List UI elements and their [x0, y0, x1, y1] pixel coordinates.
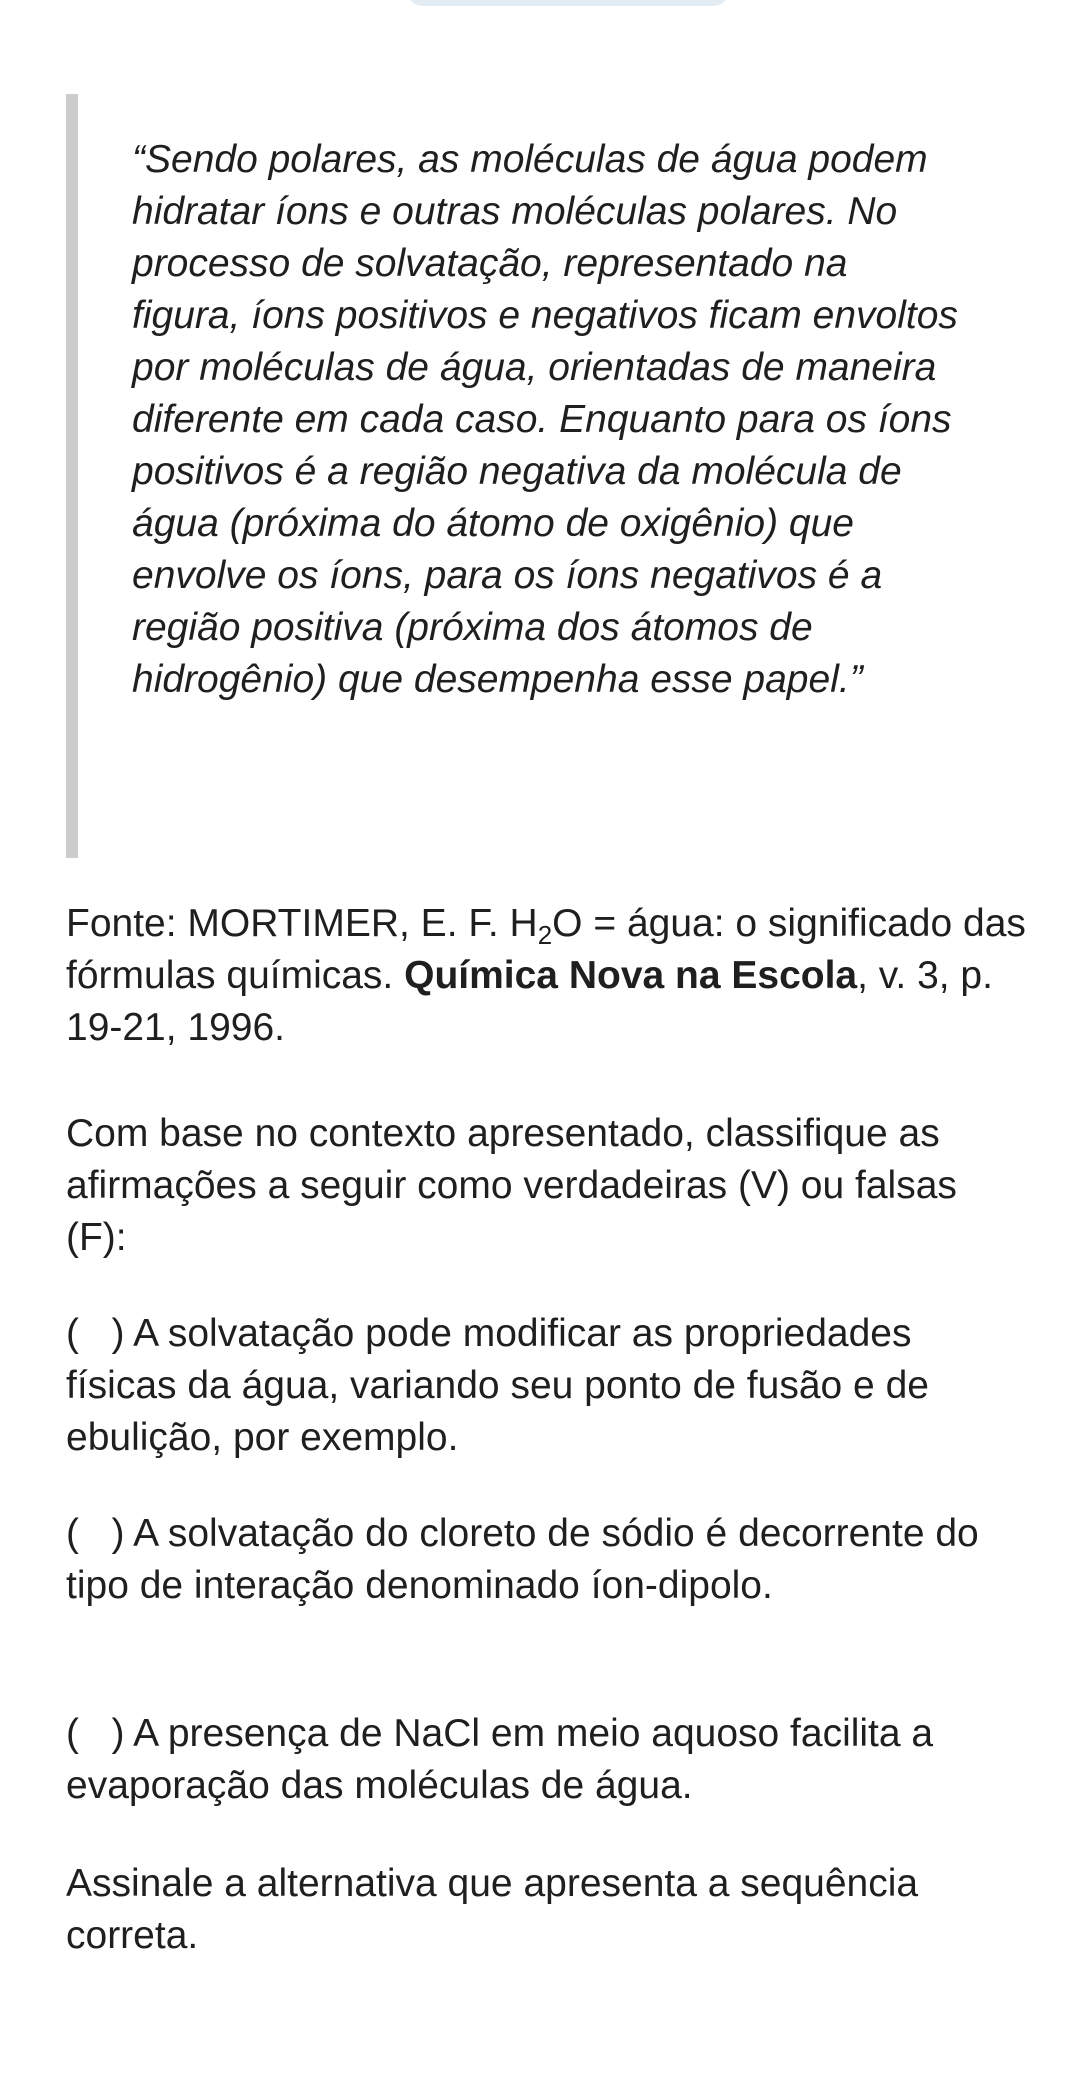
closing-instruction: Assinale a alternativa que apresenta a sequência correta. [66, 1862, 919, 1957]
statement-item [66, 1508, 1026, 1612]
statement-item [66, 1308, 1026, 1464]
top-tab-indicator [408, 0, 728, 6]
statement-marker: ( ) [66, 1312, 125, 1355]
statement-item [66, 1708, 1026, 1812]
formula-subscript: 2 [537, 920, 553, 950]
question-prompt: Com base no contexto apresentado, classifique as afirmações a seguir como verdadeiras (V) ou falsas (F): [66, 1112, 957, 1259]
statement-text: A solvatação pode modificar as propriedades físicas da água, variando seu ponto de fusão e de ebulição, por exemplo. [66, 1312, 929, 1459]
source-after-formula: O = água: o significado das fórmulas químicas. [66, 902, 1026, 997]
source-prefix: Fonte: MORTIMER, E. F. H [66, 902, 538, 945]
statement-marker: ( ) [66, 1712, 125, 1755]
quote-text: “Sendo polares, as moléculas de água podem hidratar íons e outras moléculas polares. No processo de solvatação, representado na figura, íons positivos e negativos ficam envoltos por moléculas de água, orientadas de maneira diferente em cada caso. Enquanto para os íons positivos é a região negativa da molécula de água (próxima do átomo de oxigênio) que envolve os íons, para os íons negativos é a região positiva (próxima dos átomos de hidrogênio) que desempenha esse papel.” [132, 138, 958, 701]
statement-text: A presença de NaCl em meio aquoso facilita a evaporação das moléculas de água. [66, 1712, 934, 1807]
source-citation [66, 898, 1026, 1054]
source-suffix: , v. 3, p. 19-21, 1996. [66, 954, 993, 1049]
journal-name: Química Nova na Escola [404, 954, 858, 997]
statement-marker: ( ) [66, 1512, 125, 1555]
statement-text: A solvatação do cloreto de sódio é decorrente do tipo de interação denominado íon-dipolo. [66, 1512, 979, 1607]
